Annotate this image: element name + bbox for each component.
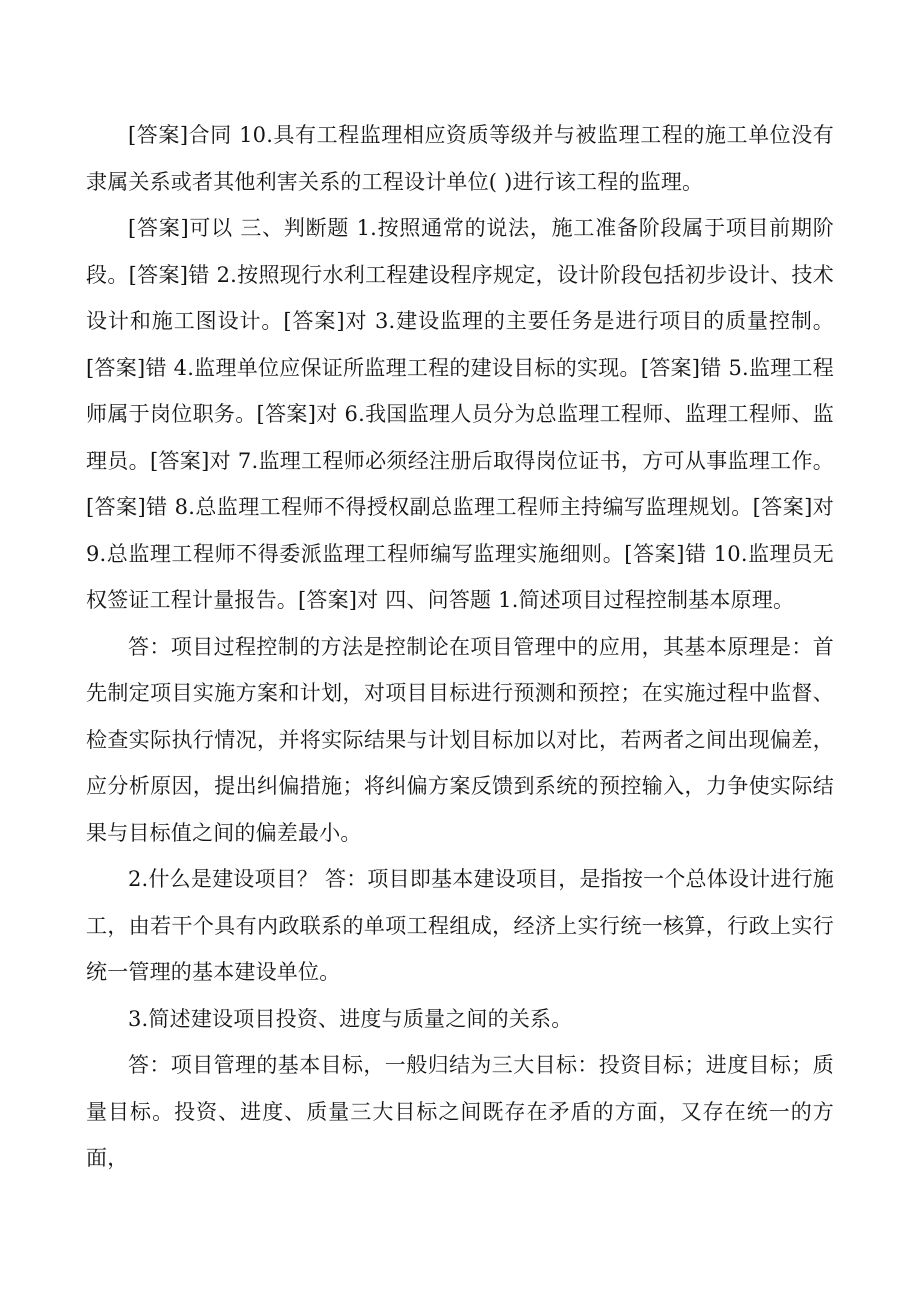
paragraph-answer-contract: [答案]合同 10.具有工程监理相应资质等级并与被监理工程的施工单位没有隶属关系或者其他利害关系的工程设计单位( )进行该工程的监理。 — [86, 123, 834, 194]
paragraph-relationship-question: 3.简述建设项目投资、进度与质量之间的关系。 — [128, 1006, 573, 1031]
paragraph-process-control-answer: 答：项目过程控制的方法是控制论在项目管理中的应用，其基本原理是：首先制定项目实施方案和计划，对项目目标进行预测和预控；在实施过程中监督、检查实际执行情况，并将实际结果与计划目标加以对比，若两者之间出现偏差，应分析原因，提出纠偏措施；将纠偏方案反馈到系统的预控输入，力争使实际结果与目标值之间的偏差最小。 — [86, 634, 834, 845]
paragraph-true-false-section: [答案]可以 三、判断题 1.按照通常的说法，施工准备阶段属于项目前期阶段。[答案]错 2.按照现行水利工程建设程序规定，设计阶段包括初步设计、技术设计和施工图设计。[答案]对 3.建设监理的主要任务是进行项目的质量控制。[答案]错 4.监理单位应保证所监理工程的建设目标的实现。[答案]错 5.监理工程师属于岗位职务。[答案]对 6.我国监理人员分为总监理工程师、监理工程师、监理员。[答案]对 7.监理工程师必须经注册后取得岗位证书，方可从事监理工作。[答案]错 8.总监理工程师不得授权副总监理工程师主持编写监理规划。[答案]对 9.总监理工程师不得委派监理工程师编写监理实施细则。[答案]错 10.监理员无权签证工程计量报告。[答案]对 四、问答题 1.简述项目过程控制基本原理。 — [86, 216, 834, 612]
paragraph-construction-project-question: 2.什么是建设项目？ 答：项目即基本建设项目，是指按一个总体设计进行施工，由若干个具有内政联系的单项工程组成，经济上实行统一核算，行政上实行统一管理的基本建设单位。 — [86, 867, 834, 984]
paragraph-objectives-answer: 答：项目管理的基本目标，一般归结为三大目标：投资目标；进度目标；质量目标。投资、进度、质量三大目标之间既存在矛盾的方面，又存在统一的方面， — [86, 1053, 834, 1170]
